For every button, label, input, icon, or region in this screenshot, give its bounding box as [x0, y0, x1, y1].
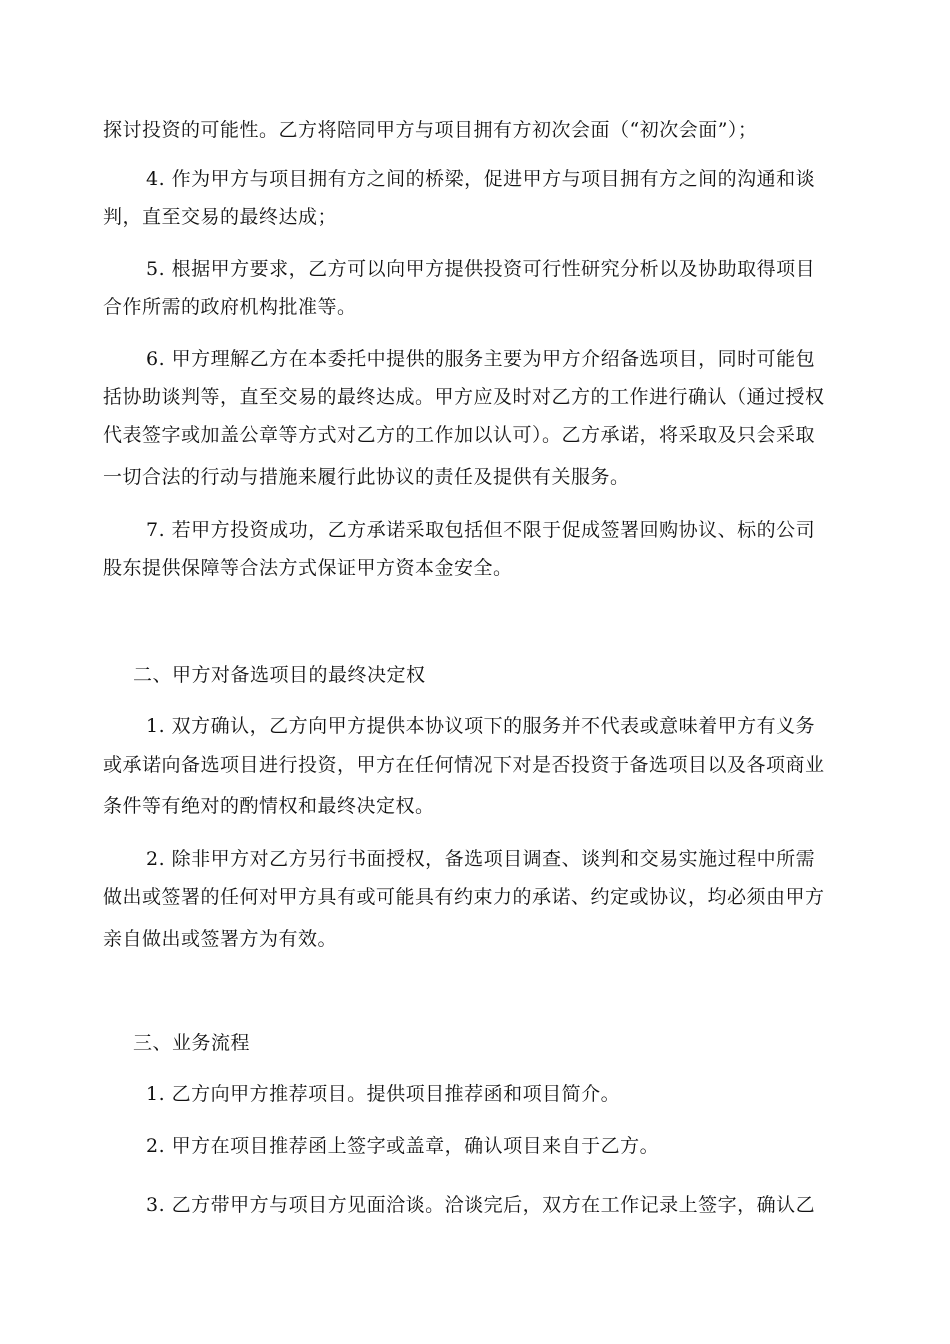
text-line: 做出或签署的任何对甲方具有或可能具有约束力的承诺、约定或协议，均必须由甲方 [103, 886, 825, 908]
text-line: 条件等有绝对的酌情权和最终决定权。 [103, 795, 435, 817]
text-line: 代表签字或加盖公章等方式对乙方的工作加以认可）。乙方承诺，将采取及只会采取 [103, 424, 816, 446]
text-line: 合作所需的政府机构批准等。 [103, 296, 357, 318]
text-line: 1. 双方确认，乙方向甲方提供本协议项下的服务并不代表或意味着甲方有义务 [146, 715, 816, 737]
text-line: 2. 除非甲方对乙方另行书面授权，备选项目调查、谈判和交易实施过程中所需 [146, 848, 816, 870]
text-line: 4. 作为甲方与项目拥有方之间的桥梁，促进甲方与项目拥有方之间的沟通和谈 [146, 168, 816, 190]
text-line: 5. 根据甲方要求，乙方可以向甲方提供投资可行性研究分析以及协助取得项目 [146, 258, 816, 280]
text-line: 一切合法的行动与措施来履行此协议的责任及提供有关服务。 [103, 466, 630, 488]
section-heading: 二、甲方对备选项目的最终决定权 [133, 664, 426, 686]
section-heading: 三、业务流程 [133, 1032, 251, 1054]
text-line: 6. 甲方理解乙方在本委托中提供的服务主要为甲方介绍备选项目，同时可能包 [146, 348, 816, 370]
text-line: 3. 乙方带甲方与项目方见面洽谈。洽谈完后，双方在工作记录上签字，确认乙 [146, 1194, 816, 1216]
text-line: 亲自做出或签署方为有效。 [103, 928, 338, 950]
text-line: 探讨投资的可能性。乙方将陪同甲方与项目拥有方初次会面（“初次会面”）； [103, 119, 758, 141]
text-line: 2. 甲方在项目推荐函上签字或盖章，确认项目来自于乙方。 [146, 1135, 660, 1157]
text-line: 或承诺向备选项目进行投资，甲方在任何情况下对是否投资于备选项目以及各项商业 [103, 754, 825, 776]
text-line: 1. 乙方向甲方推荐项目。提供项目推荐函和项目简介。 [146, 1083, 621, 1105]
text-line: 判，直至交易的最终达成； [103, 206, 338, 228]
text-line: 7. 若甲方投资成功，乙方承诺采取包括但不限于促成签署回购协议、标的公司 [146, 519, 816, 541]
text-line: 股东提供保障等合法方式保证甲方资本金安全。 [103, 557, 513, 579]
text-line: 括协助谈判等，直至交易的最终达成。甲方应及时对乙方的工作进行确认（通过授权 [103, 386, 825, 408]
